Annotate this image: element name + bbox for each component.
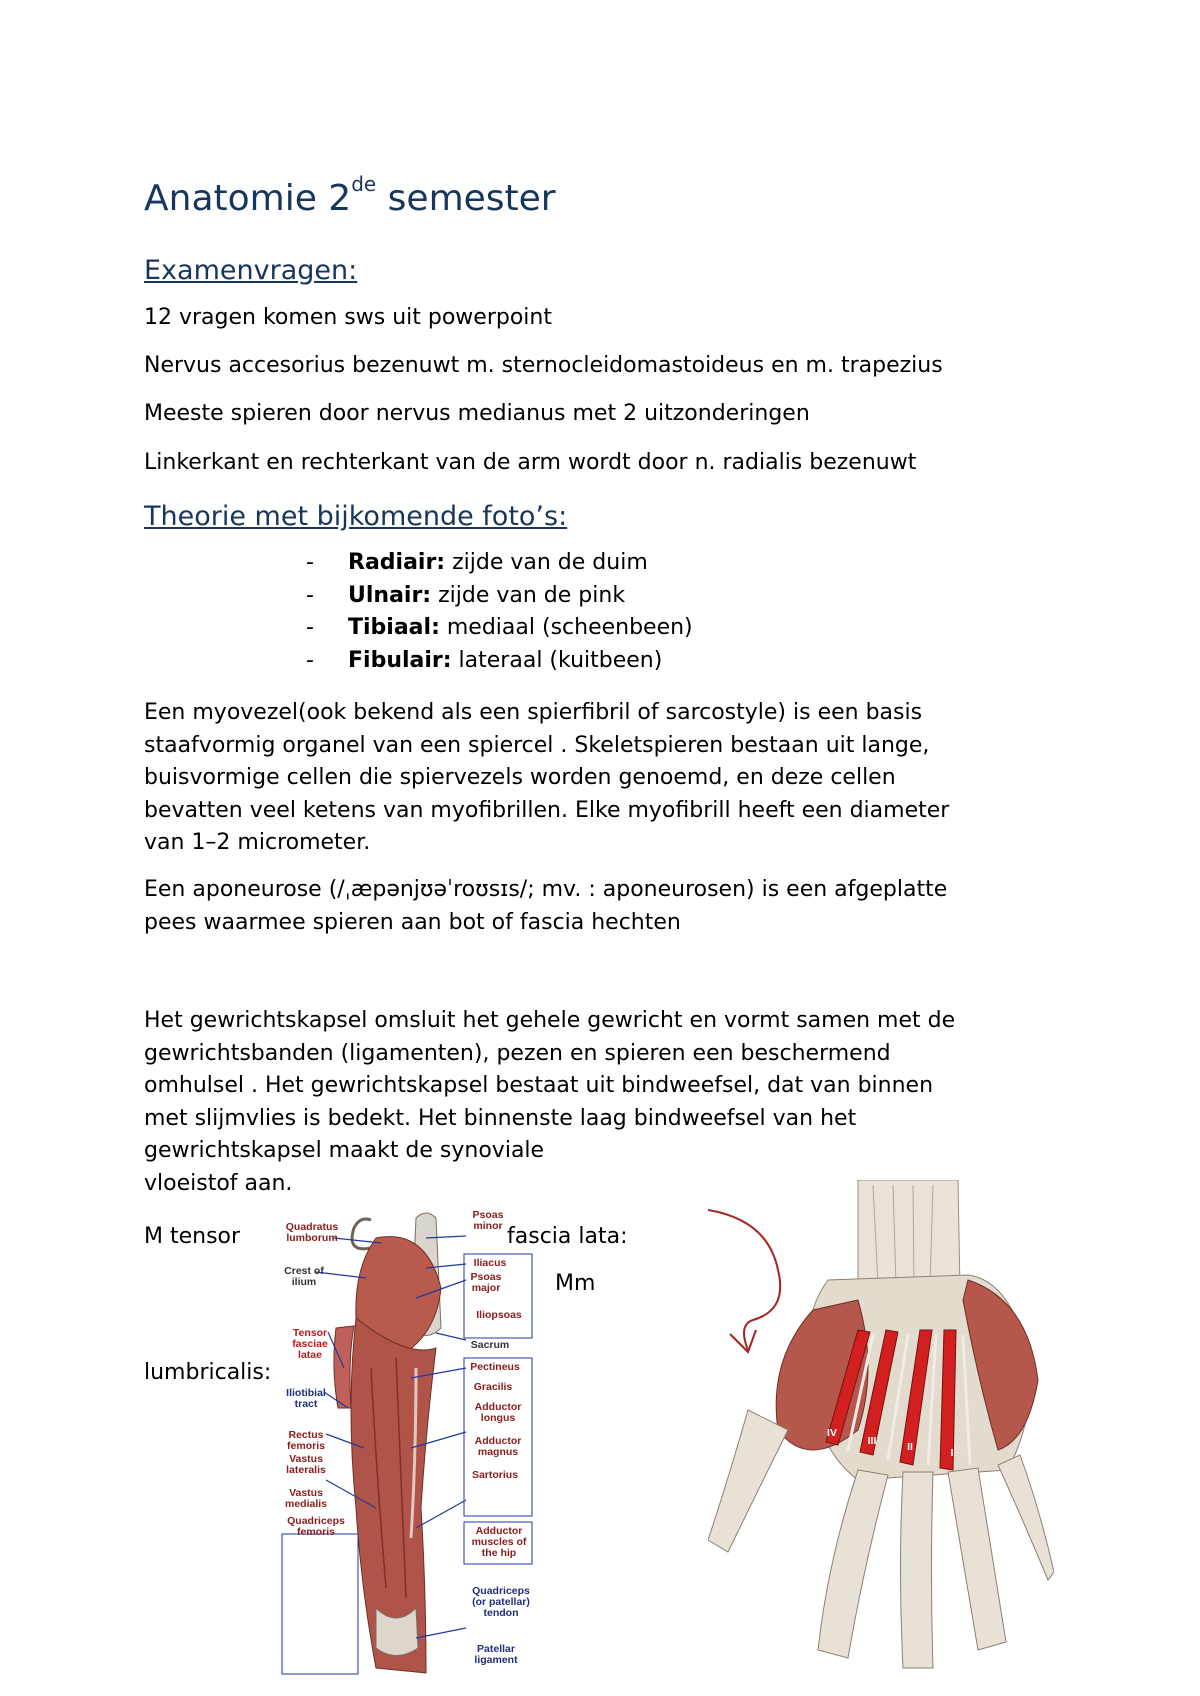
label-patellar-ligament: Patellar ligament <box>474 1643 518 1666</box>
tensor-label-a: M tensor <box>144 1224 241 1249</box>
exam-heading: Examenvragen: <box>144 255 358 286</box>
label-crest-of-ilium: Crest of ilium <box>284 1265 324 1288</box>
hand-lumbricals-figure <box>708 1180 1054 1680</box>
gewrichtskapsel-paragraph: Het gewrichtskapsel omsluit het gehele gewricht en vormt samen met de gewrichtsbanden (ligamenten), pezen en spieren een beschermend omhulsel . Het gewrichtskapsel bestaat uit bindweefsel, dat van binnen met slijmvlies is bedekt. Het binnenste laag bindweefsel van het gewrichtskapsel maakt de synoviale vloeistof aan. <box>144 1008 956 1196</box>
label-tensor-fasciae-latae: Tensor fasciae latae <box>292 1327 328 1361</box>
hand-illustration <box>708 1180 1054 1680</box>
aponeurose-paragraph: Een aponeurose (/ˌæpənjʊəˈroʊsɪs/; mv. : aponeurosen) is een afgeplatte pees waarmee spieren aan bot of fascia hechten <box>144 877 948 935</box>
numeral-iii: III <box>867 1435 877 1447</box>
list-item: - Radiair: zijde van de duim <box>306 550 648 575</box>
exam-line: Nervus accesorius bezenuwt m. sternocleidomastoideus en m. trapezius <box>144 353 943 378</box>
label-quadriceps-femoris: Quadriceps femoris <box>287 1515 345 1538</box>
label-pectineus: Pectineus <box>470 1361 520 1373</box>
exam-line: Meeste spieren door nervus medianus met 2 uitzonderingen <box>144 401 810 426</box>
thigh-muscles-figure <box>276 1208 536 1684</box>
numeral-ii: II <box>907 1441 913 1453</box>
label-iliotibial-tract: Iliotibial tract <box>286 1387 326 1410</box>
numeral-i: I <box>950 1447 954 1459</box>
page-title: Anatomie 2de semester <box>144 172 556 219</box>
exam-line: Linkerkant en rechterkant van de arm wordt door n. radialis bezenuwt <box>144 450 917 475</box>
term-list <box>306 547 693 677</box>
theory-heading: Theorie met bijkomende foto’s: <box>144 501 568 532</box>
label-iliacus: Iliacus <box>473 1257 507 1269</box>
label-vastus-medialis: Vastus medialis <box>284 1487 328 1510</box>
list-item: - Tibiaal: mediaal (scheenbeen) <box>306 615 693 640</box>
label-quadriceps-tendon: Quadriceps (or patellar) tendon <box>472 1585 530 1619</box>
label-adductor-longus: Adductor longus <box>474 1401 522 1424</box>
myovezel-paragraph: Een myovezel(ook bekend als een spierfibril of sarcostyle) is een basis staafvormig organel van een spiercel . Skeletspieren bestaan uit lange, buisvormige cellen die spiervezels worden genoemd, en deze cellen bevatten veel ketens van myofibrillen. Elke myofibrill heeft een diameter van 1–2 micrometer. <box>144 700 950 855</box>
lumbricalis-label: lumbricalis: <box>144 1360 272 1385</box>
numeral-iv: IV <box>827 1427 837 1439</box>
label-psoas-major: Psoas major <box>470 1271 502 1294</box>
mm-label: Mm <box>555 1271 596 1296</box>
label-rectus-femoris: Rectus femoris <box>287 1429 325 1452</box>
label-vastus-lateralis: Vastus lateralis <box>286 1453 326 1476</box>
label-sacrum: Sacrum <box>470 1339 510 1351</box>
label-adductor-muscles: Adductor muscles of the hip <box>471 1525 527 1559</box>
label-iliopsoas: Iliopsoas <box>476 1309 522 1321</box>
label-adductor-magnus: Adductor magnus <box>474 1435 522 1458</box>
exam-line: 12 vragen komen sws uit powerpoint <box>144 305 552 330</box>
label-quadratus-lumborum: Quadratus lumborum <box>285 1221 339 1244</box>
list-item: - Ulnair: zijde van de pink <box>306 582 626 608</box>
list-item: - Fibulair: lateraal (kuitbeen) <box>306 647 663 673</box>
label-sartorius: Sartorius <box>471 1469 519 1481</box>
tensor-label-b: fascia lata: <box>507 1224 628 1249</box>
label-psoas-minor: Psoas minor <box>472 1209 504 1232</box>
label-gracilis: Gracilis <box>473 1381 513 1393</box>
